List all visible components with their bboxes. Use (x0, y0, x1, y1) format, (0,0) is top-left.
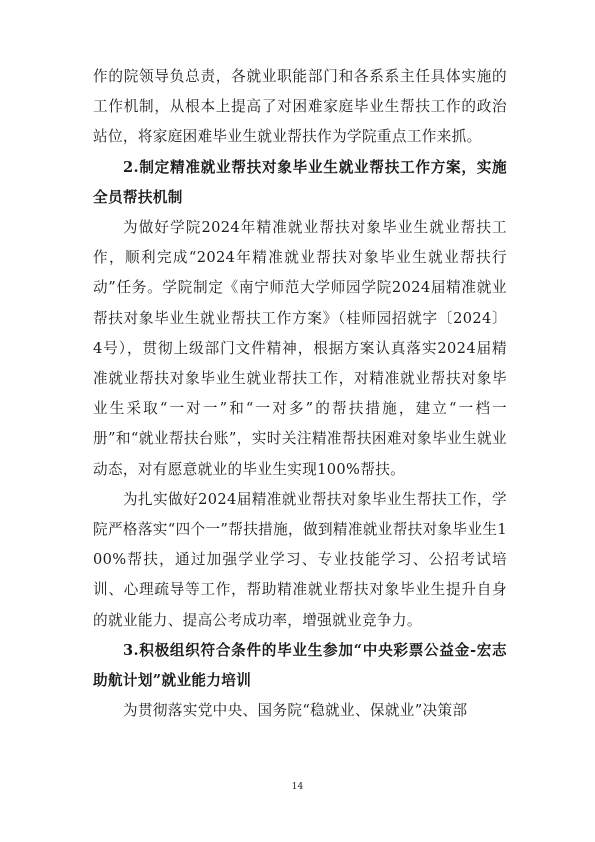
body-paragraph: 为贯彻落实党中央、国务院“稳就业、保就业”决策部 (123, 702, 468, 720)
body-paragraph-continued: 作的院领导负总责，各就业职能部门和各系系主任具体实施的工作机制，从根本上提高了对困难家庭毕业生帮扶工作的政治站位，将家庭困难毕业生就业帮扶作为学院重点工作来抓。 (93, 68, 507, 146)
section-heading-3: 3.积极组织符合条件的毕业生参加“中央彩票公益金-宏志助航计划”就业能力培训 (93, 641, 507, 690)
body-paragraph: 为做好学院2024年精准就业帮扶对象毕业生就业帮扶工作，顺利完成“2024年精准就业帮扶对象毕业生就业帮扶行动”任务。学院制定《南宁师范大学师园学院2024届精准就业帮扶对象毕业生就业帮扶工作方案》（桂师园招就字〔2024〕4号），贯彻上级部门文件精神，根据方案认真落实2024届精准就业帮扶对象毕业生就业帮扶工作，对精准就业帮扶对象毕业生采取“一对一”和“一对多”的帮扶措施，建立“一档一册”和“就业帮扶台账”，实时关注精准帮扶困难对象毕业生就业动态，对有愿意就业的毕业生实现100%帮扶。 (93, 219, 507, 478)
body-paragraph: 为扎实做好2024届精准就业帮扶对象毕业生帮扶工作，学院严格落实“四个一”帮扶措施，做到精准就业帮扶对象毕业生100%帮扶，通过加强学业学习、专业技能学习、公招考试培训、心理疏导等工作，帮助精准就业帮扶对象毕业生提升自身的就业能力、提高公考成功率，增强就业竞争力。 (93, 490, 507, 629)
section-heading-2: 2.制定精准就业帮扶对象毕业生就业帮扶工作方案，实施全员帮扶机制 (93, 158, 507, 206)
page-number: 14 (291, 782, 304, 792)
page-body (93, 62, 507, 726)
